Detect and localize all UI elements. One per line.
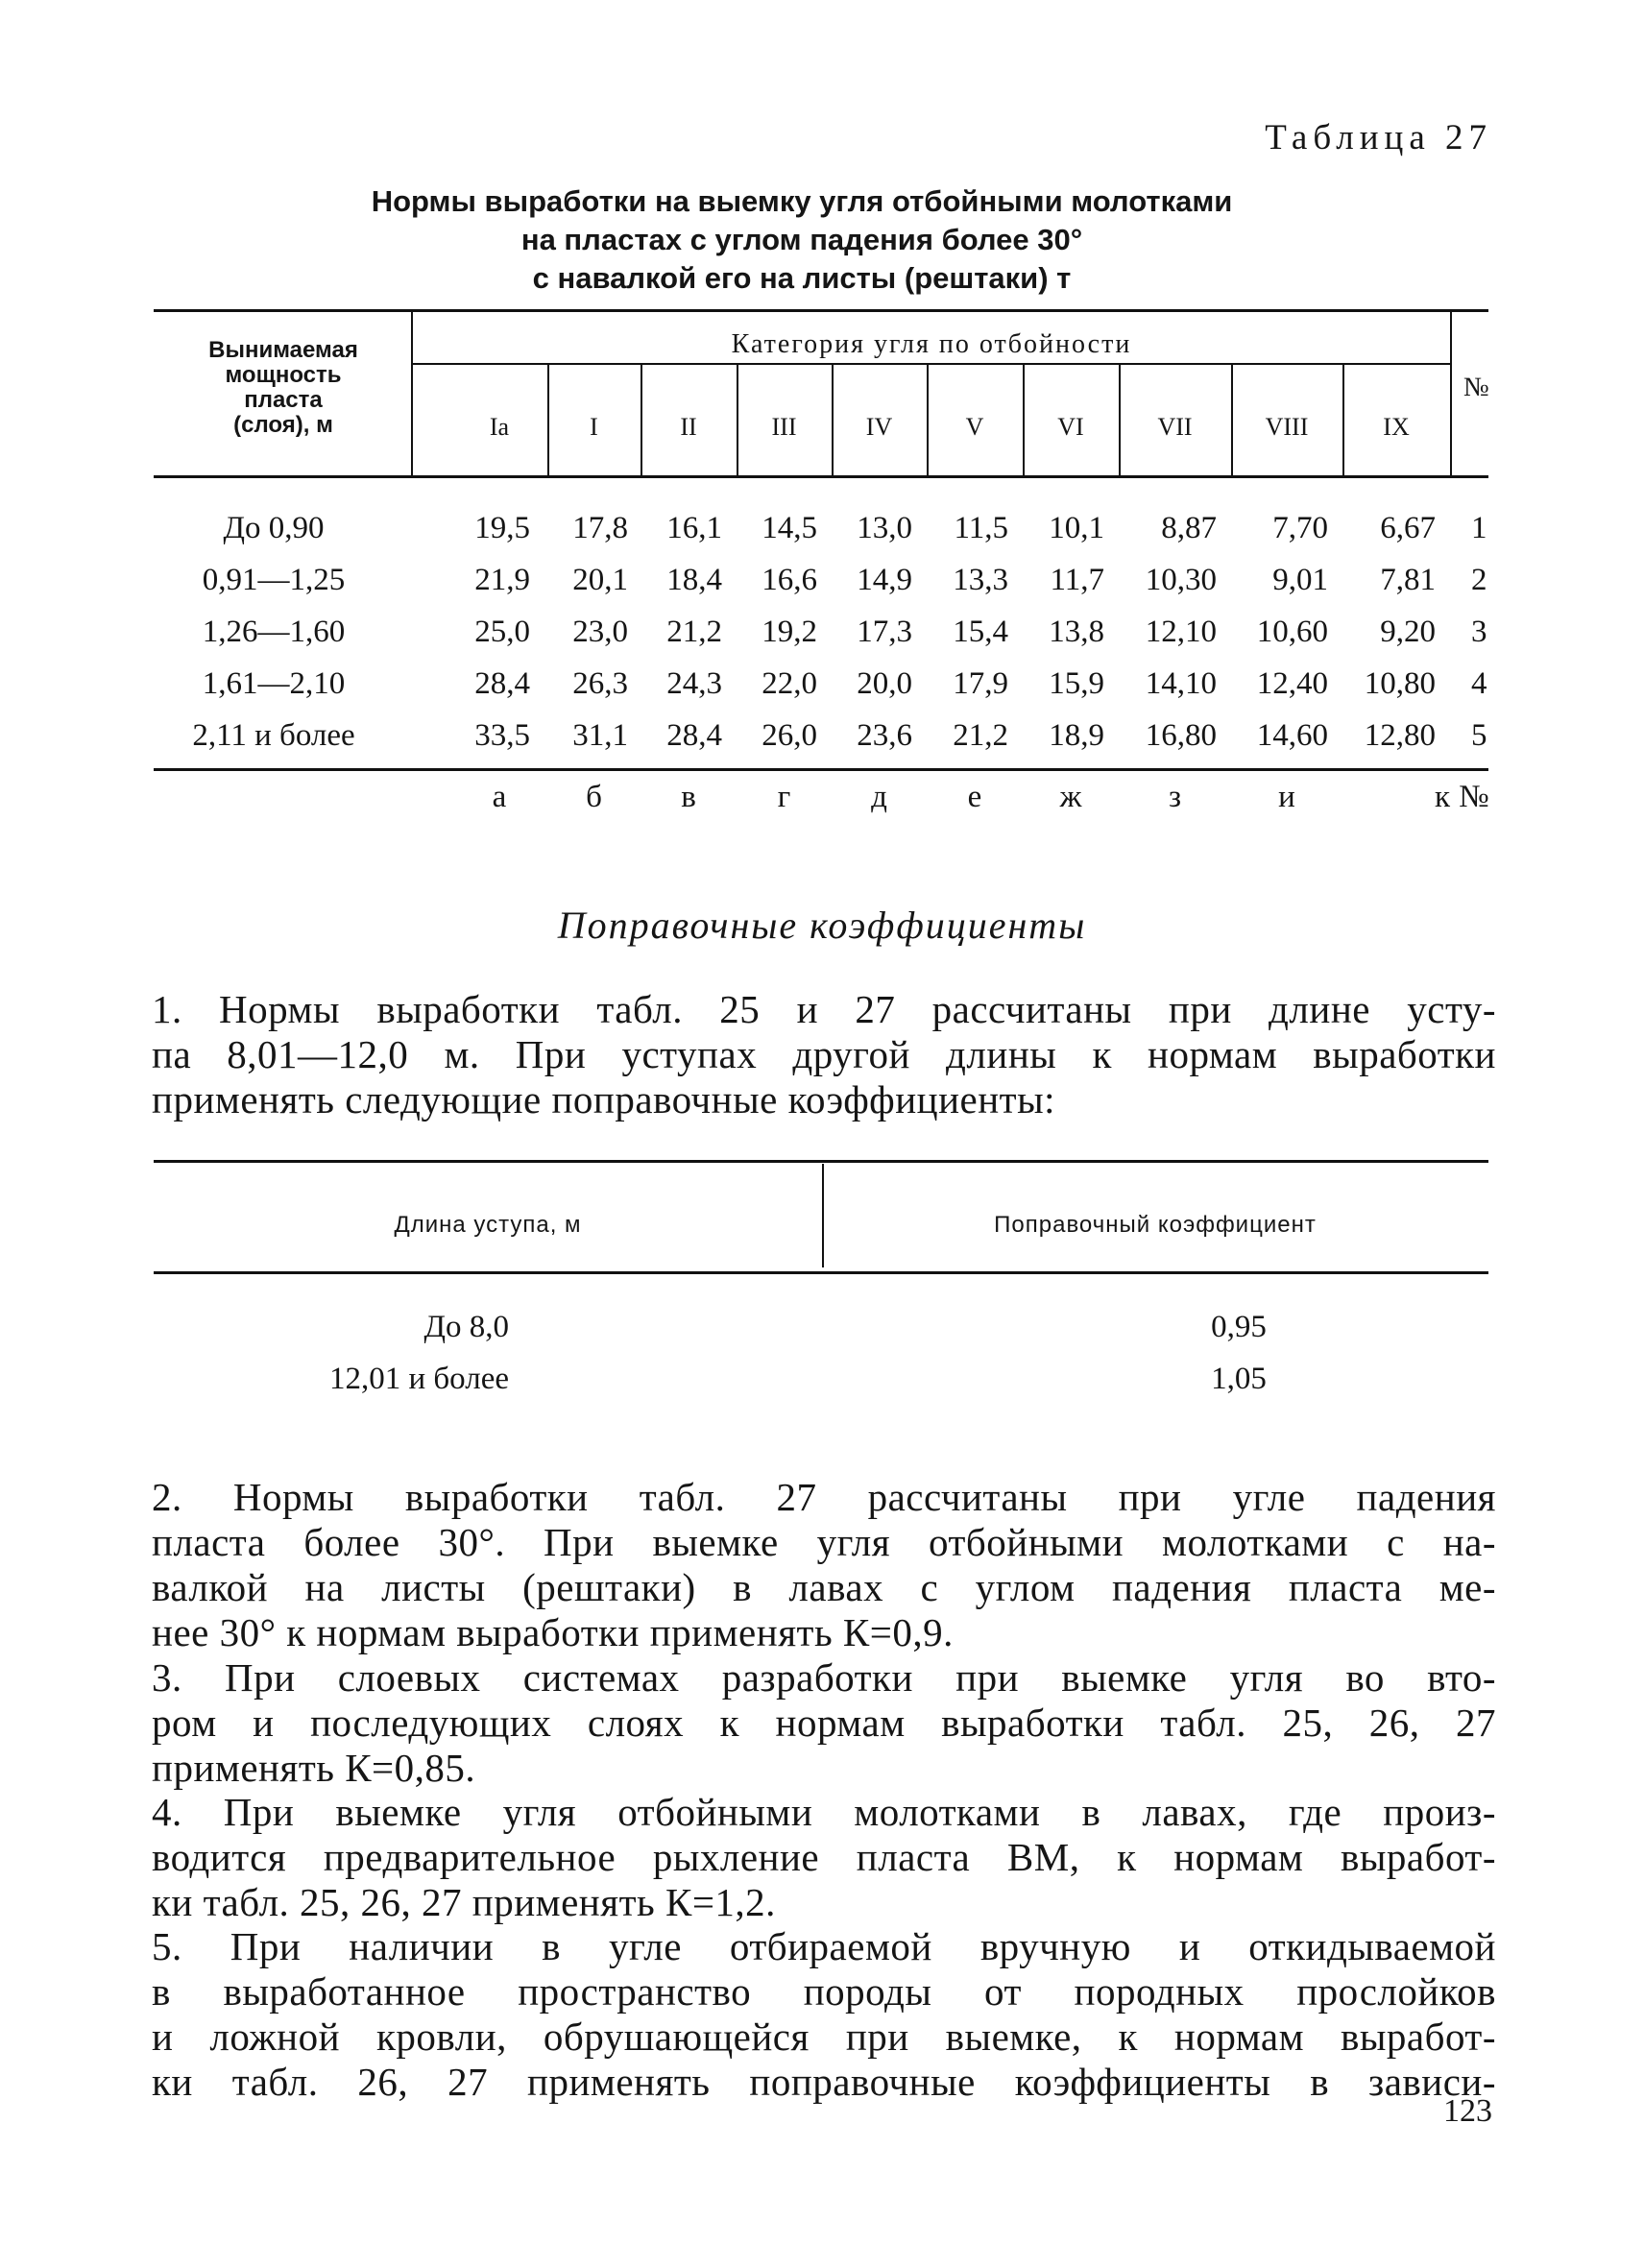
table-cell: 23,0 bbox=[572, 615, 628, 649]
table-cell: 18,4 bbox=[666, 563, 722, 597]
table-cell: 15,9 bbox=[1049, 666, 1104, 701]
table-cell: 15,4 bbox=[953, 615, 1008, 649]
table-cell: 26,0 bbox=[762, 718, 817, 753]
column-header: IV bbox=[865, 413, 893, 441]
column-letter: з bbox=[1168, 780, 1182, 814]
row-number: 1 bbox=[1471, 511, 1487, 545]
column-header: Ia bbox=[489, 413, 510, 441]
table-cell: 16,80 bbox=[1145, 718, 1217, 753]
paragraph-line: пласта более 30°. При выемке угля отбойными молотками с на- bbox=[152, 1520, 1496, 1564]
row-label: 1,26—1,60 bbox=[202, 615, 346, 649]
table-cell: 10,30 bbox=[1145, 563, 1217, 597]
row-label: 1,61—2,10 bbox=[202, 666, 346, 701]
page-number: 123 bbox=[1443, 2093, 1492, 2129]
title-line: с навалкой его на листы (рештаки) т bbox=[532, 261, 1072, 295]
table-cell: 24,3 bbox=[666, 666, 722, 701]
category-rule bbox=[413, 363, 1450, 365]
table-title bbox=[288, 182, 1316, 298]
row-number: 2 bbox=[1471, 563, 1487, 597]
table-cell: 28,4 bbox=[474, 666, 530, 701]
paragraph-line: нее 30° к нормам выработки применять К=0,9. bbox=[152, 1610, 954, 1654]
paragraph-line: ки табл. 26, 27 применять поправочные коэффициенты в зависи- bbox=[152, 2060, 1496, 2104]
column-header: VIII bbox=[1265, 413, 1309, 441]
table-cell: 10,1 bbox=[1049, 511, 1104, 545]
column-header: VI bbox=[1057, 413, 1084, 441]
table-cell: 7,81 bbox=[1380, 563, 1436, 597]
paragraph-line: и ложной кровли, обрушающейся при выемке, к нормам выработ- bbox=[152, 2015, 1496, 2059]
title-line: на пластах с углом падения более 30° bbox=[520, 223, 1083, 256]
column-letter: б bbox=[586, 780, 602, 814]
table-cell: 7,70 bbox=[1272, 511, 1328, 545]
row-number: 3 bbox=[1471, 615, 1487, 649]
table-cell: 10,60 bbox=[1256, 615, 1328, 649]
paragraph-line: 4. При выемке угля отбойными молотками в лавах, где произ- bbox=[152, 1790, 1496, 1834]
table-cell: 10,80 bbox=[1364, 666, 1436, 701]
column-letter: к bbox=[1434, 780, 1450, 814]
coef-value: 0,95 bbox=[1211, 1310, 1267, 1344]
paragraph-line: в выработанное пространство породы от породных прослойков bbox=[152, 1969, 1496, 2014]
table-cell: 21,2 bbox=[953, 718, 1008, 753]
table-cell: 25,0 bbox=[474, 615, 530, 649]
table-cell: 9,20 bbox=[1380, 615, 1436, 649]
column-header: II bbox=[680, 413, 697, 441]
paragraph-line: применять К=0,85. bbox=[152, 1746, 476, 1790]
column-letter: г bbox=[777, 780, 791, 814]
paragraph-1 bbox=[152, 987, 1496, 1122]
table-cell: 16,6 bbox=[762, 563, 817, 597]
table-cell: 18,9 bbox=[1049, 718, 1104, 753]
letters-number-label: № bbox=[1459, 780, 1489, 814]
coef-header-length: Длина уступа, м bbox=[394, 1212, 582, 1238]
paragraph-3 bbox=[152, 1655, 1496, 1791]
category-header: Категория угля по отбойности bbox=[731, 329, 1132, 359]
table-cell: 9,01 bbox=[1272, 563, 1328, 597]
paragraph-2 bbox=[152, 1475, 1496, 1655]
paragraph-line: 1. Нормы выработки табл. 25 и 27 рассчитаны при длине усту- bbox=[152, 987, 1496, 1031]
table-top-rule bbox=[154, 309, 1488, 312]
table-cell: 26,3 bbox=[572, 666, 628, 701]
row-number: 4 bbox=[1471, 666, 1487, 701]
paragraph-line: 2. Нормы выработки табл. 27 рассчитаны при угле падения bbox=[152, 1475, 1496, 1519]
header-line: Вынимаемая bbox=[208, 337, 358, 363]
table-cell: 13,3 bbox=[953, 563, 1008, 597]
column-header: V bbox=[965, 413, 984, 441]
coef-length: 12,01 и более bbox=[328, 1362, 509, 1396]
table-cell: 20,0 bbox=[857, 666, 912, 701]
paragraph-5 bbox=[152, 1924, 1496, 2105]
row-label: До 0,90 bbox=[223, 511, 325, 545]
row-number: 5 bbox=[1471, 718, 1487, 753]
table-cell: 31,1 bbox=[572, 718, 628, 753]
table-cell: 12,10 bbox=[1145, 615, 1217, 649]
table-cell: 28,4 bbox=[666, 718, 722, 753]
table-cell: 22,0 bbox=[762, 666, 817, 701]
header-bottom-rule bbox=[154, 475, 1488, 478]
table-cell: 14,10 bbox=[1145, 666, 1217, 701]
table-cell: 8,87 bbox=[1161, 511, 1217, 545]
table-cell: 17,9 bbox=[953, 666, 1008, 701]
table-cell: 14,9 bbox=[857, 563, 912, 597]
table-cell: 16,1 bbox=[666, 511, 722, 545]
column-letter: д bbox=[871, 780, 887, 814]
paragraph-line: водится предварительное рыхление пласта ВМ, к нормам выработ- bbox=[152, 1835, 1496, 1879]
paragraph-line: применять следующие поправочные коэффициенты: bbox=[152, 1077, 1056, 1122]
coef-table-header-rule bbox=[154, 1271, 1488, 1274]
table-label: Таблица 27 bbox=[1265, 118, 1492, 157]
table-cell: 14,60 bbox=[1256, 718, 1328, 753]
column-header: IX bbox=[1383, 413, 1410, 441]
header-line: (слоя), м bbox=[233, 412, 333, 438]
table-cell: 19,2 bbox=[762, 615, 817, 649]
column-header: I bbox=[590, 413, 598, 441]
row-label: 2,11 и более bbox=[192, 718, 355, 753]
paragraph-line: 3. При слоевых системах разработки при выемке угля во вто- bbox=[152, 1655, 1496, 1700]
coef-length: До 8,0 bbox=[423, 1310, 509, 1344]
paragraph-line: 5. При наличии в угле отбираемой вручную и откидываемой bbox=[152, 1924, 1496, 1968]
column-letter: а bbox=[492, 780, 507, 814]
table-bottom-rule bbox=[154, 768, 1488, 771]
header-line: мощность bbox=[225, 362, 342, 388]
section-heading: Поправочные коэффициенты bbox=[557, 904, 1087, 947]
table-cell: 14,5 bbox=[762, 511, 817, 545]
table-cell: 6,67 bbox=[1380, 511, 1436, 545]
column-letter: и bbox=[1278, 780, 1295, 814]
table-cell: 19,5 bbox=[474, 511, 530, 545]
thickness-header bbox=[154, 338, 413, 438]
coef-table-top-rule bbox=[154, 1160, 1488, 1163]
paragraph-4 bbox=[152, 1790, 1496, 1925]
row-label: 0,91—1,25 bbox=[202, 563, 346, 597]
table-cell: 21,9 bbox=[474, 563, 530, 597]
table-cell: 13,8 bbox=[1049, 615, 1104, 649]
table-cell: 11,7 bbox=[1050, 563, 1104, 597]
header-divider bbox=[1450, 312, 1452, 475]
table-cell: 13,0 bbox=[857, 511, 912, 545]
paragraph-line: ки табл. 25, 26, 27 применять К=1,2. bbox=[152, 1880, 776, 1924]
number-header: № bbox=[1463, 373, 1489, 402]
paragraph-line: ром и последующих слоях к нормам выработки табл. 25, 26, 27 bbox=[152, 1701, 1496, 1745]
table-cell: 11,5 bbox=[954, 511, 1008, 545]
column-header: VII bbox=[1157, 413, 1193, 441]
table-cell: 12,40 bbox=[1256, 666, 1328, 701]
coef-value: 1,05 bbox=[1211, 1362, 1267, 1396]
title-line: Нормы выработки на выемку угля отбойными молотками bbox=[371, 184, 1233, 218]
table-cell: 33,5 bbox=[474, 718, 530, 753]
column-header: III bbox=[771, 413, 797, 441]
table-cell: 17,3 bbox=[857, 615, 912, 649]
table-cell: 21,2 bbox=[666, 615, 722, 649]
coef-header-coefficient: Поправочный коэффициент bbox=[994, 1212, 1317, 1238]
table-cell: 12,80 bbox=[1364, 718, 1436, 753]
paragraph-line: па 8,01—12,0 м. При уступах другой длины к нормам выработки bbox=[152, 1032, 1496, 1076]
table-cell: 20,1 bbox=[572, 563, 628, 597]
paragraph-line: валкой на листы (рештаки) в лавах с углом падения пласта ме- bbox=[152, 1565, 1496, 1609]
table-cell: 23,6 bbox=[857, 718, 912, 753]
column-letter: в bbox=[681, 780, 696, 814]
header-line: пласта bbox=[244, 387, 323, 413]
column-letter: ж bbox=[1059, 780, 1082, 814]
column-letter: е bbox=[967, 780, 982, 814]
table-cell: 17,8 bbox=[572, 511, 628, 545]
